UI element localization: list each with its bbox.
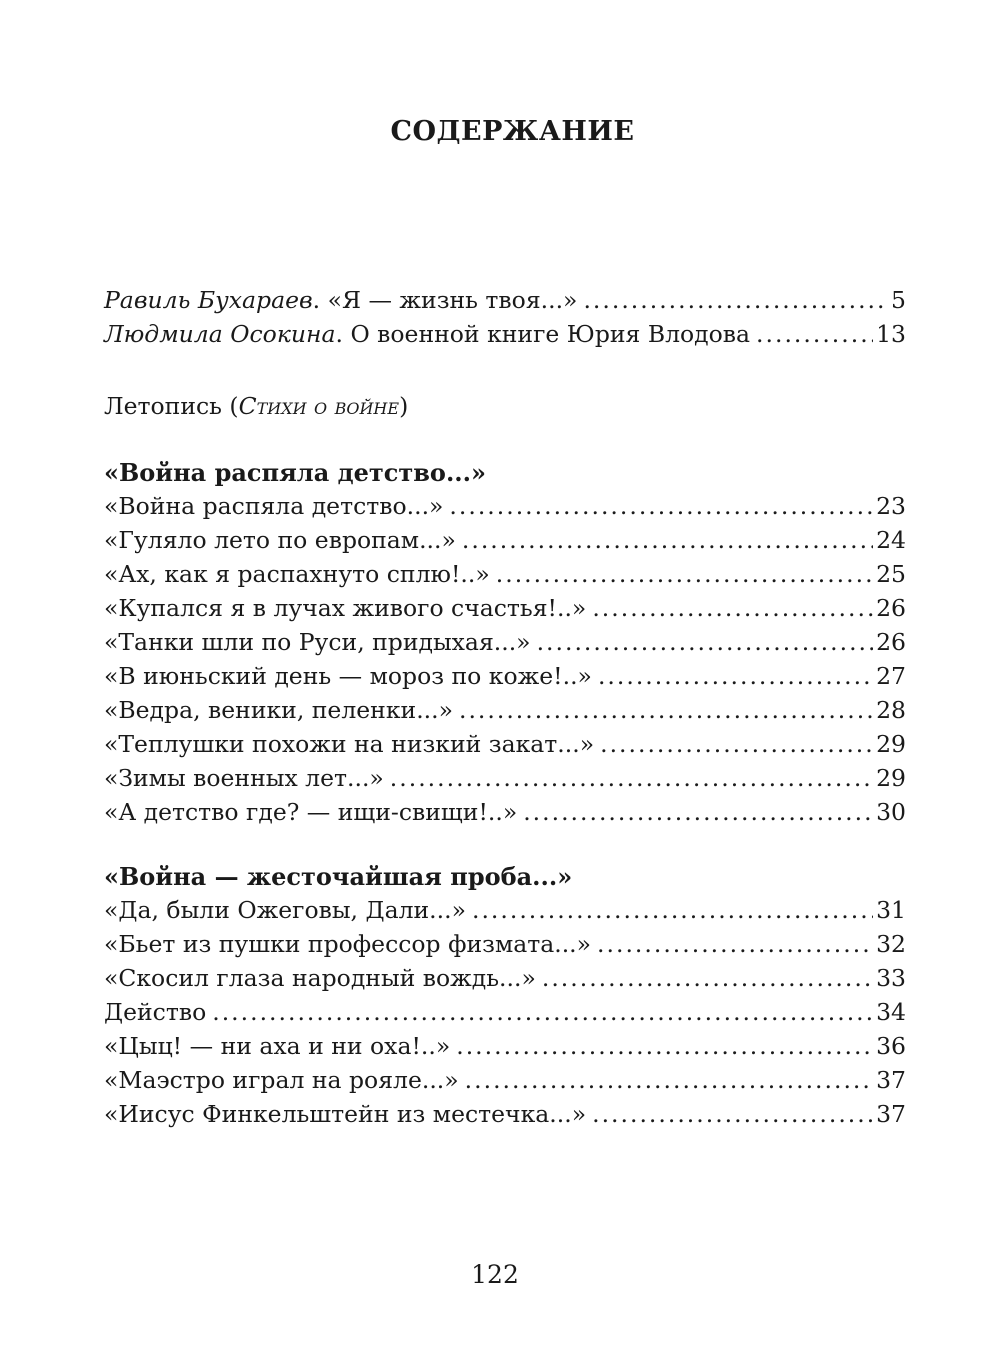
dot-leader — [592, 594, 873, 622]
entry-title: «Бьет из пушки профессор физмата...» — [104, 930, 592, 958]
chronicle-label — [104, 392, 906, 426]
entry-title: «Зимы военных лет...» — [104, 764, 384, 792]
entry-title: «Скосил глаза народный вождь...» — [104, 964, 536, 992]
entry-title: «Теплушки похожи на низкий закат...» — [104, 730, 595, 758]
toc-entry — [104, 526, 906, 560]
toc-entry — [104, 594, 906, 628]
entry-page: 37 — [876, 1066, 906, 1094]
entry-title: «Маэстро играл на рояле...» — [104, 1066, 459, 1094]
page-number: 122 — [471, 1260, 519, 1289]
dot-leader — [600, 730, 873, 758]
toc-entry — [104, 1032, 906, 1066]
page-title: СОДЕРЖАНИЕ — [390, 116, 635, 147]
section-heading: «Война — жесточайшая проба...» — [104, 862, 573, 891]
entry-page: 29 — [876, 730, 906, 758]
dot-leader — [459, 696, 873, 724]
toc-entry — [104, 730, 906, 764]
dot-leader — [472, 896, 873, 924]
entry-page: 29 — [876, 764, 906, 792]
entry-page: 13 — [876, 320, 906, 348]
entry-title: «Ах, как я распахнуто сплю!..» — [104, 560, 490, 588]
chronicle-title: Летопись ( — [104, 392, 239, 420]
dot-leader — [465, 1066, 873, 1094]
entry-author: Равиль Бухараев — [104, 286, 313, 314]
toc-entry — [104, 1100, 906, 1134]
toc-entry — [104, 492, 906, 526]
toc-entry — [104, 320, 906, 354]
entry-page: 24 — [876, 526, 906, 554]
toc-entry — [104, 628, 906, 662]
entry-title: «Ведра, веники, пеленки...» — [104, 696, 453, 724]
dot-leader — [592, 1100, 873, 1128]
dot-leader — [462, 526, 873, 554]
toc-entry — [104, 286, 906, 320]
toc-entry — [104, 930, 906, 964]
entry-title: «Война распяла детство...» — [104, 492, 444, 520]
entry-page: 26 — [876, 628, 906, 656]
entry-page: 26 — [876, 594, 906, 622]
intro-entries — [104, 286, 906, 354]
entry-page: 25 — [876, 560, 906, 588]
toc-entry — [104, 662, 906, 696]
toc-entry — [104, 696, 906, 730]
toc-entry — [104, 798, 906, 832]
dot-leader — [542, 964, 873, 992]
toc-entry — [104, 560, 906, 594]
entry-title: Действо — [104, 998, 207, 1026]
entry-page: 28 — [876, 696, 906, 724]
dot-leader — [212, 998, 873, 1026]
toc-entry — [104, 896, 906, 930]
entry-title: «Гуляло лето по европам...» — [104, 526, 456, 554]
dot-leader — [523, 798, 873, 826]
toc-entry — [104, 998, 906, 1032]
entry-page: 32 — [876, 930, 906, 958]
dot-leader — [756, 320, 873, 348]
entry-title: «В июньский день — мороз по коже!..» — [104, 662, 592, 690]
toc-section — [104, 458, 906, 832]
entry-page: 33 — [876, 964, 906, 992]
dot-leader — [537, 628, 874, 656]
entry-page: 5 — [891, 286, 906, 314]
dot-leader — [449, 492, 873, 520]
toc-entry — [104, 764, 906, 798]
entry-page: 36 — [876, 1032, 906, 1060]
entry-title: «Да, были Ожеговы, Дали...» — [104, 896, 466, 924]
dot-leader — [496, 560, 873, 588]
entry-author: Людмила Осокина — [104, 320, 336, 348]
chronicle-close: ) — [399, 392, 409, 420]
toc-entry — [104, 1066, 906, 1100]
chronicle-subtitle: Стихи о войне — [238, 392, 400, 420]
entry-page: 27 — [876, 662, 906, 690]
entry-title: «А детство где? — ищи-свищи!..» — [104, 798, 518, 826]
entry-page: 23 — [876, 492, 906, 520]
entry-title: . О военной книге Юрия Влодова — [335, 320, 751, 348]
toc-entry — [104, 964, 906, 998]
entry-page: 37 — [876, 1100, 906, 1128]
entry-title: «Иисус Финкельштейн из местечка...» — [104, 1100, 587, 1128]
entry-page: 30 — [876, 798, 906, 826]
section-heading: «Война распяла детство...» — [104, 458, 487, 487]
entry-title: «Купался я в лучах живого счастья!..» — [104, 594, 587, 622]
entry-title: «Цыц! — ни аха и ни оха!..» — [104, 1032, 451, 1060]
dot-leader — [390, 764, 873, 792]
entry-title: «Танки шли по Руси, придыхая...» — [104, 628, 531, 656]
entry-page: 34 — [876, 998, 906, 1026]
dot-leader — [456, 1032, 873, 1060]
toc-section — [104, 862, 906, 1134]
dot-leader — [597, 930, 873, 958]
dot-leader — [583, 286, 888, 314]
dot-leader — [598, 662, 873, 690]
entry-title: . «Я — жизнь твоя...» — [312, 286, 578, 314]
entry-page: 31 — [876, 896, 906, 924]
